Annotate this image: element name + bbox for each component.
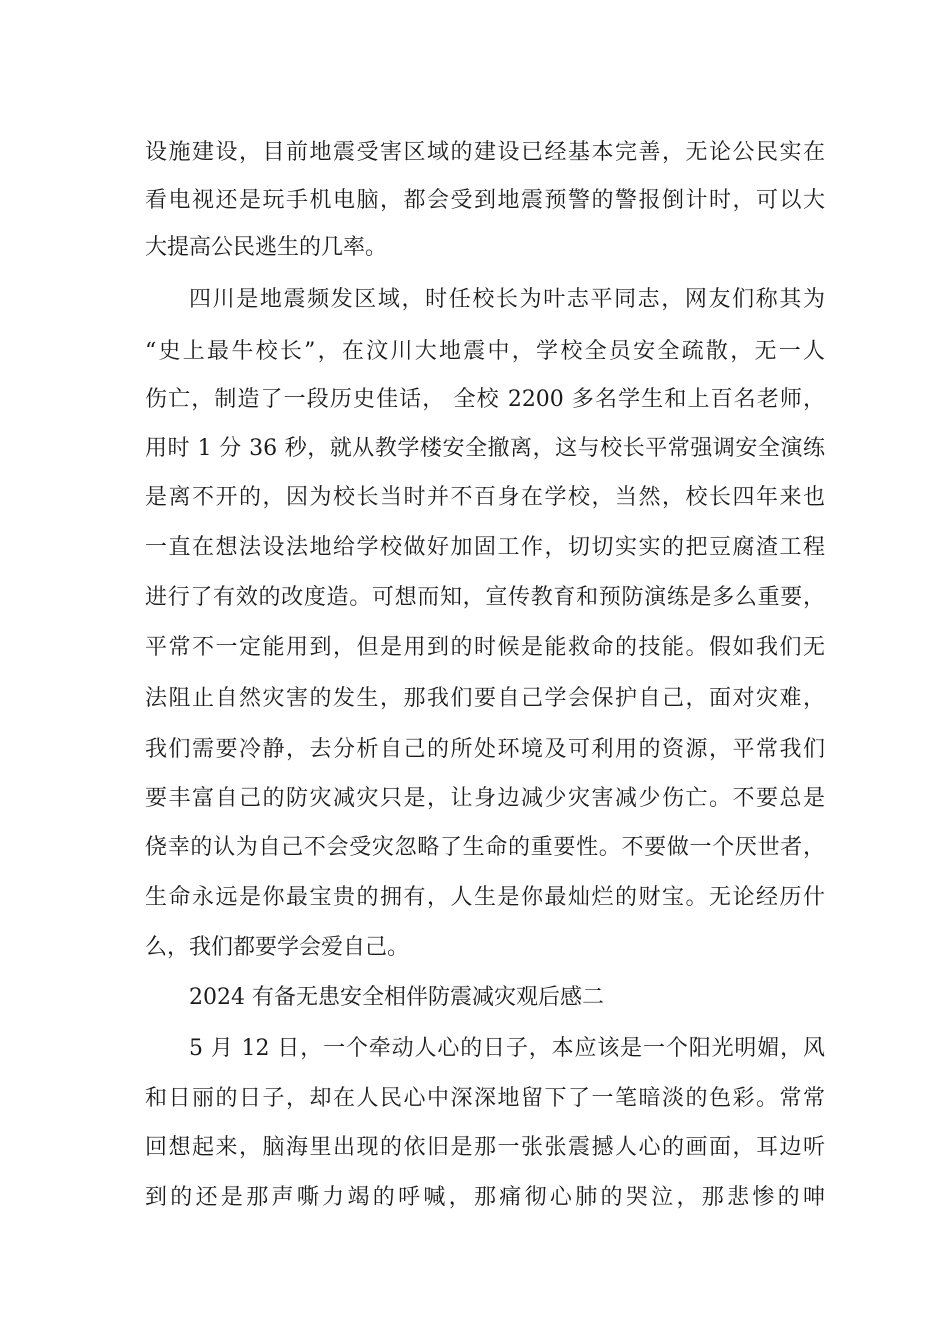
text-line-3: 大提高公民逃生的几率。 <box>145 235 388 260</box>
text-line-2: 看电视还是玩手机电脑，都会受到地震预警的警报倒计时，可以大 <box>145 188 825 213</box>
text-line-4: 四川是地震频发区域，时任校长为叶志平同志，网友们称其为 <box>189 287 825 312</box>
text-line-7: 用时 1 分 36 秒，就从教学楼安全撤离，这与校长平常强调安全演练 <box>145 436 825 461</box>
text-line-13: 我们需要冷静，去分析自己的所处环境及可利用的资源，平常我们 <box>145 737 825 762</box>
text-line-22: 到的还是那声嘶力竭的呼喊，那痛彻心肺的哭泣，那悲惨的呻 <box>145 1185 825 1210</box>
text-line-17: 么，我们都要学会爱自己。 <box>145 935 410 960</box>
text-line-14: 要丰富自己的防灾减灾只是，让身边减少灾害减少伤亡。不要总是 <box>145 786 825 811</box>
text-line-11: 平常不一定能用到，但是用到的时候是能救命的技能。假如我们无 <box>145 635 825 660</box>
text-line-20: 和日丽的日子，却在人民心中深深地留下了一笔暗淡的色彩。常常 <box>145 1086 825 1111</box>
text-line-5: “史上最牛校长”，在汶川大地震中，学校全员安全疏散，无一人 <box>145 339 825 364</box>
text-line-19: 5 月 12 日，一个牵动人心的日子，本应该是一个阳光明媚，风 <box>189 1036 825 1061</box>
section-heading: 2024 有备无患安全相伴防震减灾观后感二 <box>189 985 604 1010</box>
text-line-16: 生命永远是你最宝贵的拥有，人生是你最灿烂的财宝。无论经历什 <box>145 885 825 910</box>
text-line-21: 回想起来，脑海里出现的依旧是那一张张震撼人心的画面，耳边听 <box>145 1135 825 1160</box>
text-line-12: 法阻止自然灾害的发生，那我们要自己学会保护自己，面对灾难， <box>145 686 825 711</box>
text-line-6: 伤亡，制造了一段历史佳话， 全校 2200 多名学生和上百名老师， <box>145 387 825 412</box>
text-line-9: 一直在想法设法地给学校做好加固工作，切切实实的把豆腐渣工程 <box>145 535 825 560</box>
text-line-15: 侥幸的认为自己不会受灾忽略了生命的重要性。不要做一个厌世者， <box>145 835 825 860</box>
text-line-1: 设施建设，目前地震受害区域的建设已经基本完善，无论公民实在 <box>145 140 825 165</box>
text-line-8: 是离不开的，因为校长当时并不百身在学校，当然，校长四年来也 <box>145 485 825 510</box>
text-line-10: 进行了有效的改度造。可想而知，宣传教育和预防演练是多么重要， <box>145 585 825 610</box>
